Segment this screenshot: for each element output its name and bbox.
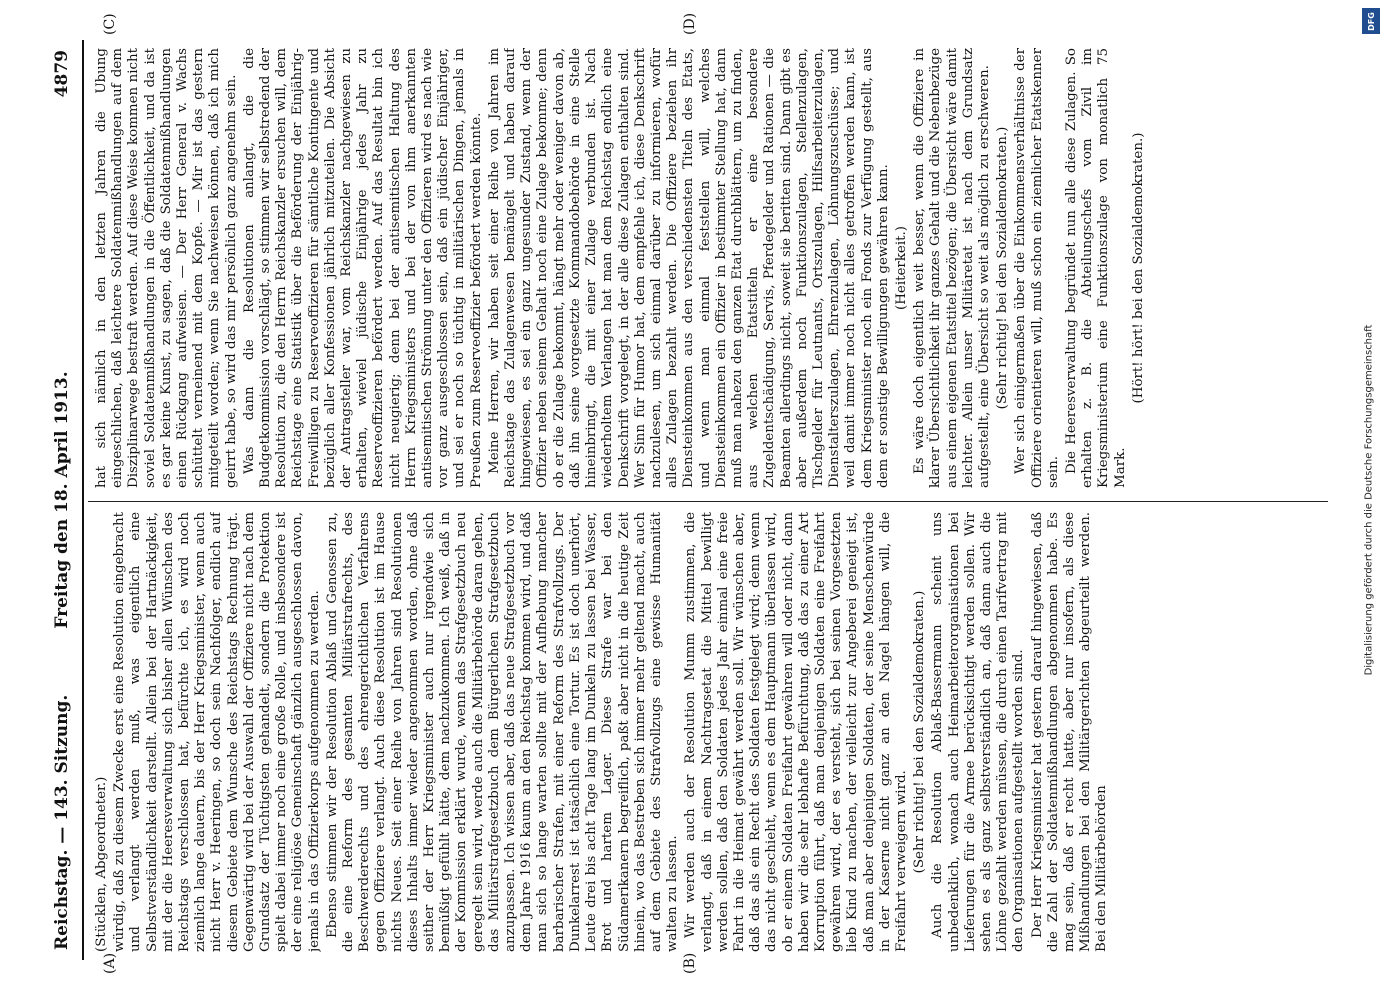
margin-marker-d: (D)	[681, 12, 698, 35]
header-rule	[82, 40, 84, 960]
margin-marker-b: (B)	[681, 952, 698, 974]
interjection: (Heiterkeit.)	[893, 226, 909, 310]
paragraph: Auch die Resolution Ablaß-Bassermann scheint uns unbedenklich, wonach auch Heimarbeiterorganisationen bei Lieferungen für die Armee berücksichtigt werden sollen. Wir sehen es als ganz selbstverständlich an, daß dann auch die Löhne gezahlt werden müssen, die durch einen Tarifvertrag mit den Organisationen aufgestellt worden sind.	[929, 512, 1026, 952]
paragraph: Es wäre doch eigentlich weit besser, wenn die Offiziere in klarer Übersichtlichkeit ihr ganzes Gehalt und die Nebenbezüge aus einem eigenen Etatstitel bezögen; die Übersicht wäre damit leichter. Allein unser Militäretat ist nach dem Grundsatz aufgestellt, eine Übersicht so weit als möglich zu erschweren.	[911, 48, 992, 488]
interjection: (Sehr richtig! bei den Sozialdemokraten.)	[994, 126, 1010, 410]
digitization-credit	[1357, 10, 1381, 990]
paragraph: Ebenso stimmen wir der Resolution Ablaß und Genossen zu, die eine Reform des gesamten Militärstrafrechts, des Beschwerderechts und des ehrengerichtlichen Verfahrens gegen Offiziere verlangt. Auch diese Resolution ist im Hause nichts Neues. Seit einer Reihe von Jahren sind Resolutionen dieses Inhalts immer wieder angenommen worden, ohne daß seither der Herr Kriegsminister auch nur irgendwie sich bemüßigt gefühlt hätte, dem nachzukommen. Ich weiß, daß in der Kommission erklärt wurde, wenn das Strafgesetzbuch neu geregelt sein wird, werde auch die Militärbehörde daran gehen, das Militärstrafgesetzbuch dem Bürgerlichen Strafgesetzbuch anzupassen. Ich wissen aber, daß das neue Strafgesetzbuch vor dem Jahre 1916 kaum an den Reichstag kommen wird, und daß man sich so lange warten sollte mit der Aufhebung mancher barbarischer Strafen, mit einer Reform des Strafvollzugs. Der Dunkelarrest ist tatsächlich eine Tortur. Es ist doch unerhört, Leute drei bis acht Tage lang im Dunkeln zu lassen bei Wasser, Brot und hartem Lager. Diese Strafe war bei den Südamerikanern begreiflich, paßt aber nicht in die heutige Zeit hinein, wo das Bestreben sich immer mehr geltend macht, auch auf dem Gebiete des Strafvollzugs eine gewisse Humanität walten zu lassen.	[324, 512, 680, 952]
header-date: Freitag den 18. April 1913.	[51, 371, 72, 629]
rotated-document-page	[42, 12, 1342, 980]
right-text-column	[94, 48, 1324, 488]
paragraph: Was dann die Resolutionen anlangt, die die Budgetkommission vorschlägt, so stimmen wir selbstredend der Resolution zu, die den Herrn Reichskanzler ersuchen will, dem Reichstage eine Statistik über die Beförderung der Einjährig-Freiwilligen zu Reserveoffizieren für sämtliche Kontingente und bezüglich aller Konfessionen jährlich mitzuteilen. Die Absicht der Antragsteller war, vom Reichskanzler nachgewiesen zu erhalten, wieviel jüdische Einjährige jedes Jahr zu Reserveoffizieren befördert werden. Auf das Resultat bin ich nicht neugierig; denn bei der antisemitischen Haltung des Herrn Kriegsministers und bei der von ihm anerkannten antisemitischen Strömung unter den Offizieren wird es nach wie vor ganz ausgeschlossen sein, daß ein jüdischer Einjähriger, und sei er noch so tüchtig in militärischen Dingen, jemals in Preußen zum Reserveoffizier befördert werden könnte.	[241, 48, 484, 488]
margin-marker-c: (C)	[101, 13, 118, 35]
header-left-title: Reichstag. — 143. Sitzung.	[51, 694, 72, 950]
interjection: (Hört! hört! bei den Sozialdemokraten.)	[1130, 132, 1146, 404]
paragraph: Wir werden auch der Resolution Mumm zustimmen, die verlangt, daß in einem Nachtragsetat die Mittel bewilligt werden sollen, daß den Soldaten jedes Jahr einmal eine freie Fahrt in die Heimat gewährt werden soll. Wir wünschen aber, daß das als ein Recht des Soldaten festgelegt wird; denn wenn das nicht geschieht, wenn es dem Hauptmann überlassen wird, ob er einem Soldaten Freifahrt gewähren will oder nicht, dann haben wir die sehr lebhafte Befürchtung, daß das zu einer Art Korruption führt, daß man denjenigen Soldaten eine Freifahrt gewähren wird, der es versteht, sich bei seinen Vorgesetzten lieb Kind zu machen, der vielleicht zur Angeberei geneigt ist, daß man aber denjenigen Soldaten, der seine Menschenwürde in der Kaserne nicht ganz an den Nagel hängen will, die Freifahrt verweigern wird.	[682, 512, 909, 952]
credit-text: Digitalisierung gefördert durch die Deutsche Forschungsgemeinschaft	[1363, 324, 1375, 676]
paragraph: Die Heeresverwaltung begründet nun alle diese Zulagen. So erhalten z. B. die Abteilungschefs vom Zivil im Kriegsministerium eine Funktionszulage von monatlich 75 Mark.	[1063, 48, 1128, 488]
page-header	[42, 20, 82, 980]
interjection: (Sehr richtig! bei den Sozialdemokraten.)	[911, 590, 927, 874]
speaker-line: (Stücklen, Abgeordneter.)	[93, 776, 109, 952]
paragraph: Wer sich einigermaßen über die Einkommensverhältnisse der Offiziere orientieren will, muß schon ein ziemlicher Etatskenner sein.	[1012, 48, 1061, 488]
column-divider	[88, 501, 1328, 502]
paragraph: würdig, daß zu diesem Zwecke erst eine Resolution eingebracht und verlangt werden muß, was eigentlich eine Selbstverständlichkeit darstellt. Allein bei der Hartnäckigkeit, mit der die Heeresverwaltung sich bisher allen Wünschen des Reichstags verschlossen hat, befürchte ich, es wird noch ziemlich lange dauern, bis der Herr Kriegsminister, wenn auch nicht Herr v. Heeringen, so doch sein Nachfolger, endlich auf diesem Gebiete dem Wunsche des Reichstags Rechnung trägt. Gegenwärtig wird bei der Auswahl der Offiziere nicht nach dem Grundsatz der Tüchtigsten gehandelt, sondern die Protektion spielt dabei immer noch eine große Rolle, und insbesondere ist der eine religiöse Gemeinschaft gänzlich ausgeschlossen davon, jemals in das Offizierkorps aufgenommen zu werden.	[111, 512, 322, 952]
paragraph: hat sich nämlich in den letzten Jahren die Übung eingeschlichen, daß leichtere Soldatenmißhandlungen auf dem Disziplinarwege bestraft werden. Auf diese Weise kommen nicht soviel Soldatenmißhandlungen in die Öffentlichkeit, und da ist es gar keine Kunst, zu sagen, daß die Soldatenmißhandlungen einen Rückgang aufweisen. — Der Herr General v. Wachs schüttelt verneinend mit dem Kopfe. — Mir ist das gestern mitgeteilt worden; wenn Sie nachweisen können, daß ich mich geirrt habe, so wird das mir persönlich ganz angenehm sein.	[93, 48, 239, 488]
left-text-column	[94, 512, 1324, 952]
page-number: 4879	[51, 50, 72, 98]
paragraph: Der Herr Kriegsminister hat gestern darauf hingewiesen, daß die Zahl der Soldatenmißhandlungen abgenommen habe. Es mag sein, daß er recht hatte, aber nur insofern, als diese Mißhandlungen bei den Militärgerichten abgeurteilt werden. Bei den Militärbehörden	[1029, 512, 1109, 952]
paragraph: Meine Herren, wir haben seit einer Reihe von Jahren im Reichstage das Zulagenwesen bemängelt und haben darauf hingewiesen, es sei ein ganz ungesunder Zustand, wenn der Offizier neben seinem Gehalt noch eine Zulage bekomme; denn ob er die Zulage bekommt, hängt mehr oder weniger davon ab, daß ihn seine vorgesetzte Kommandobehörde in eine Stelle hineinbringt, die mit einer Zulage verbunden ist. Nach wiederholtem Verlangen hat man dem Reichstag endlich eine Denkschrift vorgelegt, in der alle diese Zulagen enthalten sind. Wer Sinn für Humor hat, dem empfehle ich, diese Denkschrift nachzulesen, um sich einmal darüber zu informieren, wofür alles Zulagen bezahlt werden. Die Offiziere beziehen ihr Diensteinkommen aus den verschiedensten Titeln des Etats, und wenn man einmal feststellen will, welches Diensteinkommen ein Offizier in bestimmter Stellung hat, dann muß man nahezu den ganzen Etat durchblättern, um zu finden, aus welchen Etatstiteln er eine besondere Zugeldentschädigung, Servis, Pferdegelder und Rationen — die Beamten allerdings nicht, soweit sie beritten sind. Dann gibt es aber außerdem noch Funktionszulagen, Stellenzulagen, Tischgelder für Leutnants, Ortszulagen, Hilfsarbeiterzulagen, Dienstalterszulagen, Ehrenzulagen, Löhnungszuschüsse; und weil damit immer noch nicht alles getroffen werden kann, ist dem Kriegsminister noch ein Fonds zur Verfügung gestellt, aus dem er sonstige Bewilligungen gewähren kann.	[486, 48, 891, 488]
margin-marker-a: (A)	[101, 952, 118, 974]
dfg-logo-text: DFG	[1366, 11, 1376, 31]
